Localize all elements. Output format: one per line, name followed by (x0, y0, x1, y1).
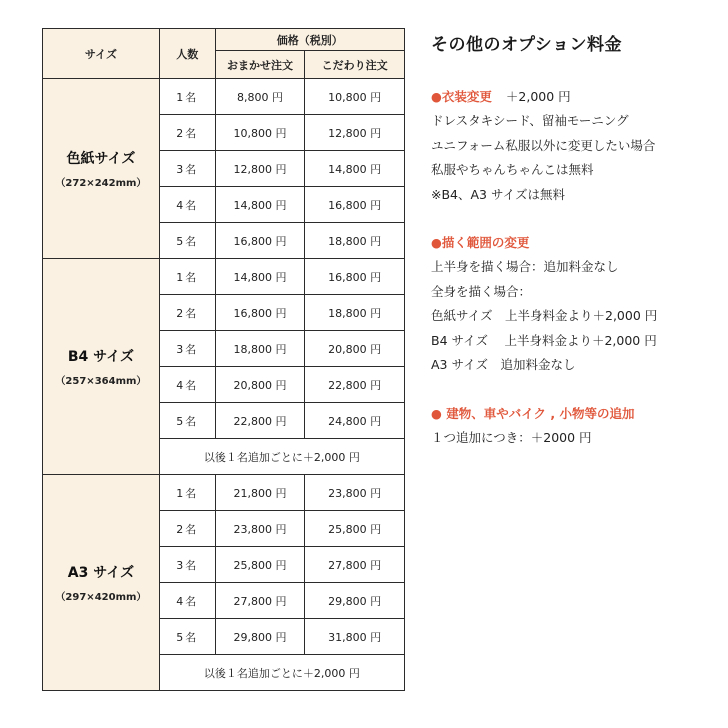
people-cell: 5名 (159, 403, 215, 439)
price-table (42, 28, 405, 691)
kodawari-price: 14,800 円 (305, 151, 405, 187)
option-line: 私服やちゃんちゃんこは無料 (431, 162, 594, 177)
additional-person-note: 以後１名追加ごとに＋2,000 円 (159, 655, 404, 691)
size-cell (43, 475, 160, 691)
option-line: 上半身を描く場合：追加料金なし (431, 259, 619, 274)
people-cell: 4名 (159, 187, 215, 223)
header-size: サイズ (43, 29, 160, 79)
size-name: 色紙サイズ (66, 151, 136, 167)
people-cell: 5名 (159, 619, 215, 655)
people-cell: 3名 (159, 331, 215, 367)
size-name: A3 サイズ (67, 565, 135, 581)
omakase-price: 29,800 円 (215, 619, 305, 655)
people-cell: 2名 (159, 295, 215, 331)
kodawari-price: 23,800 円 (305, 475, 405, 511)
size-dimensions: （297×420mm） (55, 592, 147, 603)
people-cell: 1名 (159, 259, 215, 295)
option-section-title: ● 建物、車やバイク , 小物等の追加 (431, 405, 635, 421)
kodawari-price: 16,800 円 (305, 259, 405, 295)
omakase-price: 22,800 円 (215, 403, 305, 439)
option-section-title: ●衣装変更 (431, 89, 492, 104)
options-title: その他のオプション料金 (431, 35, 622, 55)
kodawari-price: 25,800 円 (305, 511, 405, 547)
option-line: 全身を描く場合： (431, 283, 532, 299)
option-section (431, 85, 721, 207)
omakase-price: 25,800 円 (215, 547, 305, 583)
table-row (43, 79, 405, 115)
omakase-price: 16,800 円 (215, 223, 305, 259)
kodawari-price: 29,800 円 (305, 583, 405, 619)
people-cell: 5名 (159, 223, 215, 259)
option-line: ユニフォーム私服以外に変更したい場合 (431, 137, 656, 153)
omakase-price: 18,800 円 (215, 331, 305, 367)
kodawari-price: 12,800 円 (305, 115, 405, 151)
omakase-price: 10,800 円 (215, 115, 305, 151)
people-cell: 3名 (159, 151, 215, 187)
size-name: B4 サイズ (67, 349, 135, 365)
option-section (431, 402, 721, 451)
header-omakase: おまかせ注文 (215, 51, 305, 79)
size-dimensions: （257×364mm） (55, 376, 147, 387)
option-section-price: ＋2,000 円 (505, 89, 571, 104)
omakase-price: 27,800 円 (215, 583, 305, 619)
omakase-price: 14,800 円 (215, 187, 305, 223)
kodawari-price: 24,800 円 (305, 403, 405, 439)
option-line: ※B4、A3 サイズは無料 (431, 186, 565, 202)
people-cell: 1名 (159, 475, 215, 511)
header-price-group: 価格（税別） (215, 29, 404, 51)
kodawari-price: 16,800 円 (305, 187, 405, 223)
option-line: B4 サイズ 上半身料金より＋2,000 円 (431, 332, 657, 348)
table-row (43, 475, 405, 511)
size-dimensions: （272×242mm） (55, 178, 147, 189)
omakase-price: 21,800 円 (215, 475, 305, 511)
options-panel (431, 30, 721, 474)
header-kodawari: こだわり注文 (305, 51, 405, 79)
option-line: 色紙サイズ 上半身料金より＋2,000 円 (431, 308, 658, 323)
kodawari-price: 10,800 円 (305, 79, 405, 115)
people-cell: 2名 (159, 511, 215, 547)
option-section-head (431, 85, 721, 109)
kodawari-price: 31,800 円 (305, 619, 405, 655)
price-table-body (43, 79, 405, 691)
people-cell: 2名 (159, 115, 215, 151)
people-cell: 4名 (159, 583, 215, 619)
option-line: １つ追加につき：＋2000 円 (431, 429, 592, 445)
omakase-price: 23,800 円 (215, 511, 305, 547)
omakase-price: 12,800 円 (215, 151, 305, 187)
additional-person-note: 以後１名追加ごとに＋2,000 円 (159, 439, 404, 475)
omakase-price: 14,800 円 (215, 259, 305, 295)
option-line: ドレスタキシード、留袖モーニング (431, 113, 629, 128)
option-section-head (431, 402, 721, 426)
size-cell (43, 259, 160, 475)
option-line: A3 サイズ 追加料金なし (431, 357, 576, 372)
size-cell (43, 79, 160, 259)
kodawari-price: 27,800 円 (305, 547, 405, 583)
kodawari-price: 18,800 円 (305, 295, 405, 331)
option-section (431, 231, 721, 378)
people-cell: 3名 (159, 547, 215, 583)
table-row (43, 259, 405, 295)
omakase-price: 20,800 円 (215, 367, 305, 403)
header-people: 人数 (159, 29, 215, 79)
option-section-title: ●描く範囲の変更 (431, 235, 530, 250)
omakase-price: 8,800 円 (215, 79, 305, 115)
option-section-head (431, 231, 721, 255)
omakase-price: 16,800 円 (215, 295, 305, 331)
kodawari-price: 22,800 円 (305, 367, 405, 403)
people-cell: 1名 (159, 79, 215, 115)
options-sections (431, 85, 721, 450)
kodawari-price: 20,800 円 (305, 331, 405, 367)
kodawari-price: 18,800 円 (305, 223, 405, 259)
people-cell: 4名 (159, 367, 215, 403)
